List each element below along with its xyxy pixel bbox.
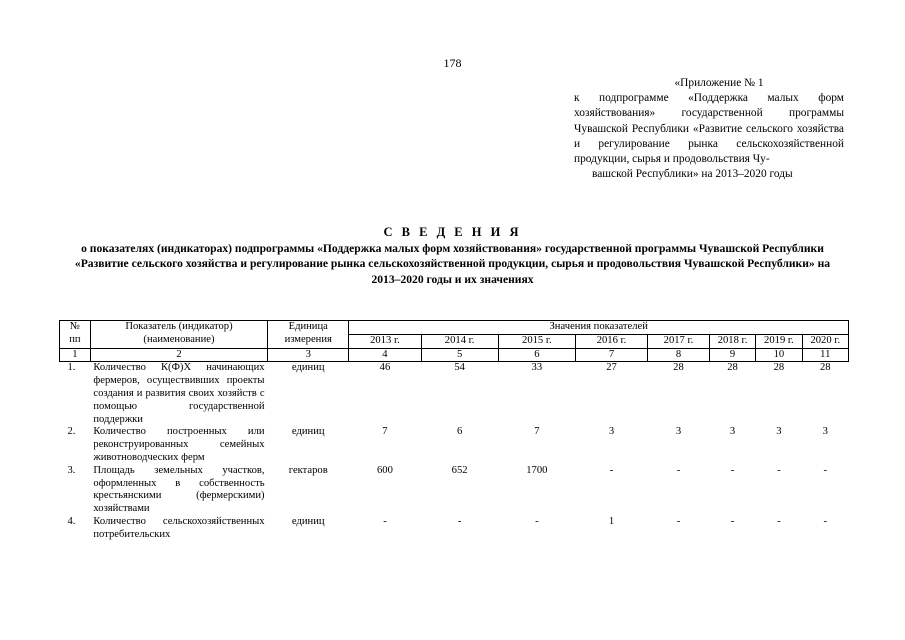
value-cell: 27 [606,362,617,374]
value-cell: - [777,515,781,527]
header-unit [268,321,349,349]
value-cell: 28 [819,362,831,374]
table-row [60,516,849,542]
appendix-tail: вашской Республики» на 2013–2020 годы [592,168,793,181]
value-cell: 46 [379,362,391,374]
value-cell: 33 [531,362,543,374]
header-year: 2015 г. [498,334,575,348]
row-number: 2. [67,426,76,438]
value-cell: 3 [675,426,682,438]
value-cell: - [457,515,462,527]
column-number: 10 [756,348,802,362]
value-cell: 3 [608,426,615,438]
value-cell: - [823,464,828,476]
row-number: 4. [67,515,76,527]
header-year: 2014 г. [421,334,498,348]
column-number: 9 [709,348,755,362]
header-unit-line1: Единица [288,321,328,332]
value-cell: - [777,464,781,476]
column-number: 3 [268,348,349,362]
unit-cell: единиц [291,515,325,527]
indicators-table [59,320,849,542]
column-number: 2 [90,348,267,362]
header-num-line2: пп [69,333,81,345]
value-cell: - [609,464,614,476]
value-cell: 6 [456,426,463,438]
header-indicator-line2: (наименование) [143,333,215,345]
header-year: 2018 г. [709,334,755,348]
value-cell: 28 [727,362,738,374]
header-year: 2020 г. [802,334,848,348]
indicator-name: Количество К(Ф)Х начинающих фермеров, осуществивших проекты создания и развития своих хозяйств с помощью государственной поддержки [93,362,265,425]
column-number: 6 [498,348,575,362]
column-number: 1 [60,348,91,362]
value-cell: 652 [451,464,468,476]
indicator-name: Площадь земельных участков, оформленных в собственность крестьянскими (фермерскими) хозяйствами [93,464,265,515]
value-cell: 54 [454,362,465,374]
document-heading [60,225,845,287]
page-number: 178 [443,56,462,70]
value-cell: 28 [673,362,684,374]
unit-cell: единиц [291,362,325,374]
value-cell: 1700 [526,464,548,476]
header-year: 2013 г. [349,334,421,348]
column-number: 11 [802,348,848,362]
table-row [60,362,849,426]
table-row [60,426,849,464]
value-cell: 600 [377,464,393,476]
column-number: 7 [575,348,647,362]
row-number: 1. [67,362,76,374]
indicator-name: Количество сельскохозяйственных потребительских [93,515,265,540]
appendix-body: к подпрограмме «Поддержка малых форм хозяйствования» государственной программы Чувашской Республики «Развитие сельского хозяйства и регулирование рынка сельскохозяйственной продукции, сырья и продовольствия Чу- [574,92,844,166]
value-cell: - [383,515,387,527]
header-indicator [90,321,267,349]
value-cell: - [730,464,735,476]
table-row [60,465,849,516]
value-cell: - [676,515,681,527]
header-unit-line2: измерения [284,333,332,345]
value-cell: 3 [776,426,782,438]
header-year: 2017 г. [648,334,710,348]
column-number: 4 [349,348,421,362]
value-cell: - [730,515,735,527]
value-cell: 3 [822,426,828,438]
header-year: 2016 г. [575,334,647,348]
value-cell: 7 [382,426,388,438]
document-subtitle: о показателях (индикаторах) подпрограммы «Поддержка малых форм хозяйствования» государственной программы Чувашской Республики «Развитие сельского хозяйства и регулирование рынка сельскохозяйственной продукции, сырья и продовольствия Чувашской Республики» на 2013–2020 годы и их значениях [74,242,831,286]
value-cell: - [535,515,539,527]
value-cell: - [823,515,828,527]
value-cell: 7 [534,426,540,438]
appendix-note [574,76,844,182]
value-cell: 28 [773,362,785,374]
column-number: 8 [648,348,710,362]
unit-cell: единиц [291,426,325,438]
header-values-group: Значения показателей [349,321,849,335]
header-num [60,321,91,349]
header-indicator-line1: Показатель (индикатор) [125,321,233,332]
header-year: 2019 г. [756,334,802,348]
document-title: С В Е Д Е Н И Я [383,225,522,239]
unit-cell: гектаров [288,464,328,476]
row-number: 3. [67,464,76,476]
indicator-name: Количество построенных или реконструированных семейных животноводческих ферм [93,426,265,463]
appendix-title: «Приложение № 1 [674,77,764,89]
value-cell: 3 [729,426,736,438]
header-num-line1: № [69,321,80,332]
value-cell: 1 [608,515,615,527]
column-number: 5 [421,348,498,362]
value-cell: - [676,464,681,476]
